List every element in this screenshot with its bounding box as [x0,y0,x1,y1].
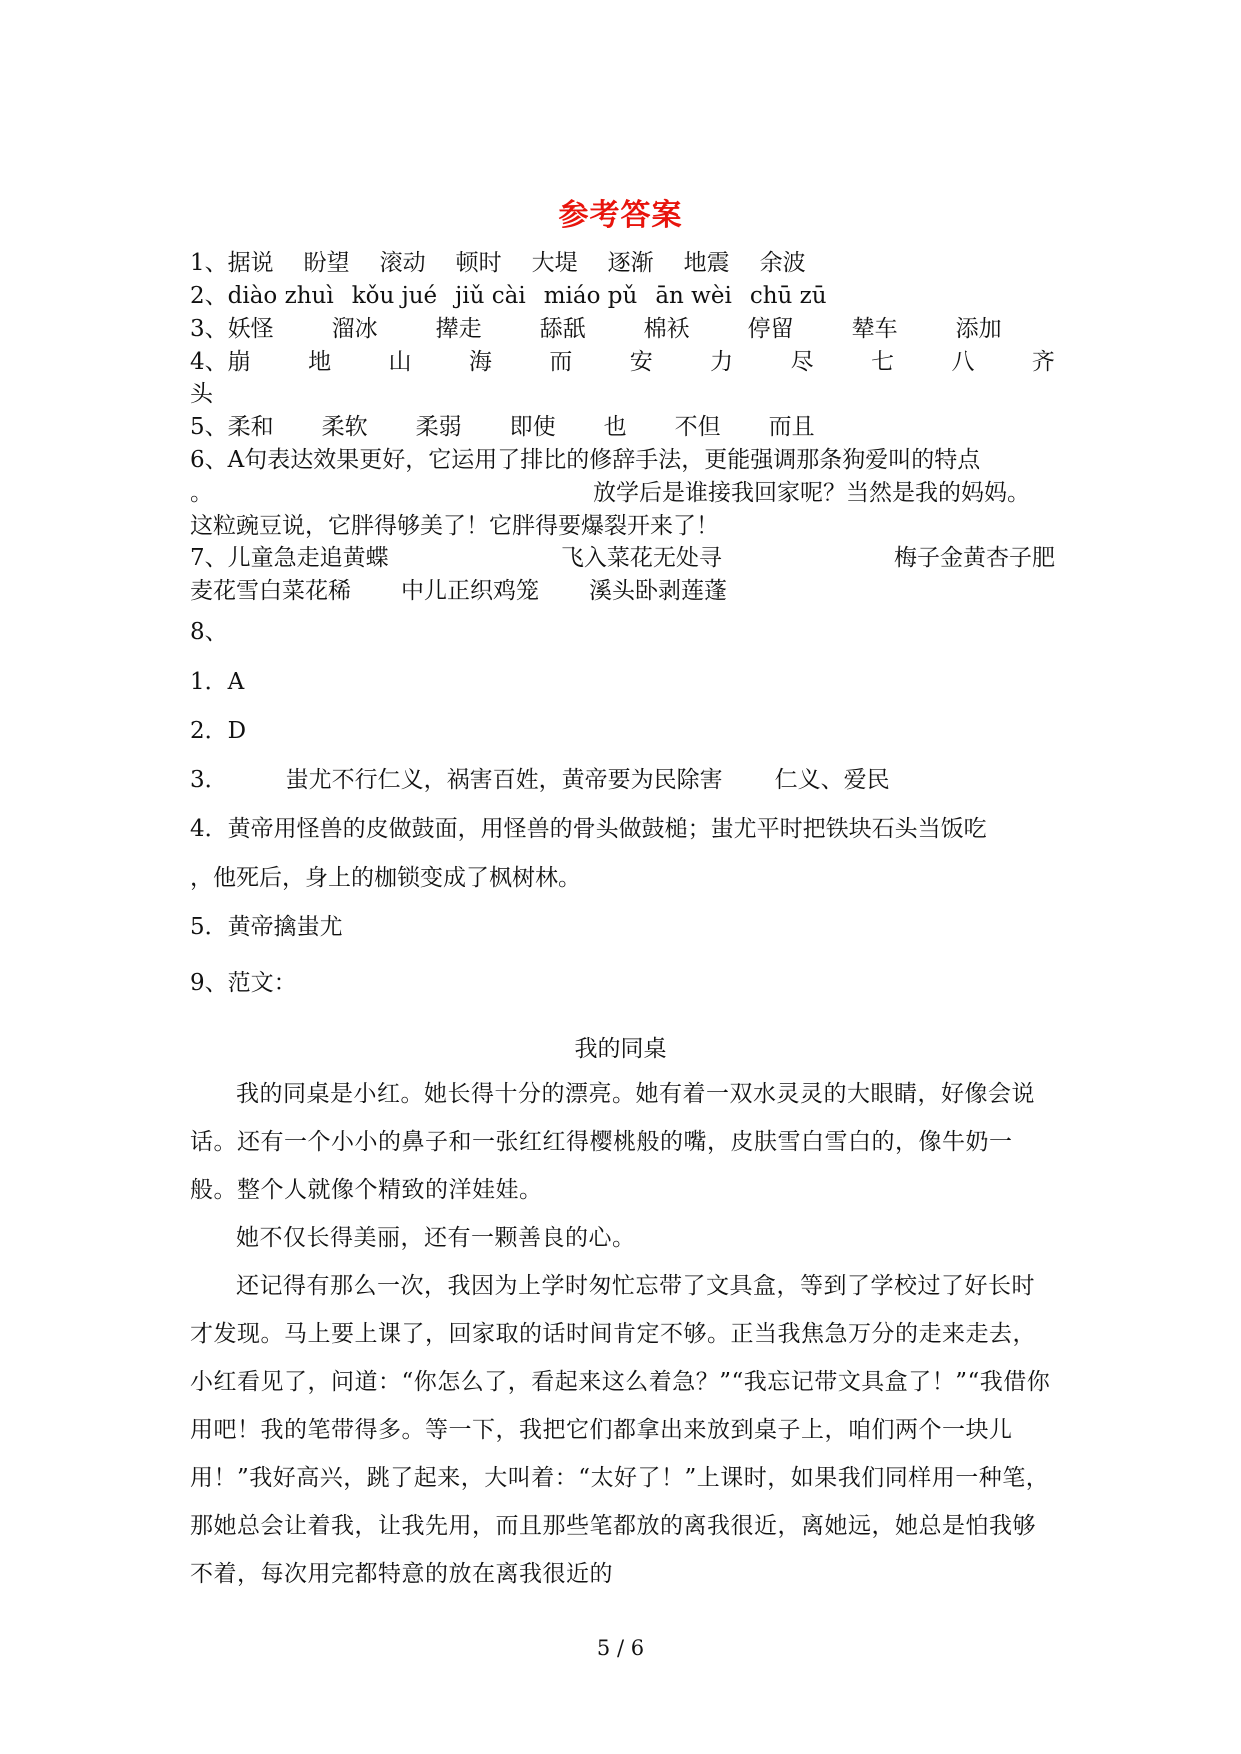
q2-item: chū zū [749,283,827,309]
q7-poem-1: 儿童急走追黄蝶 [227,545,389,571]
q5-line [190,411,1055,443]
q8-answer-3 [190,764,1055,796]
page-title: 参考答案 [558,198,683,233]
q4-item: 齐 [1031,349,1055,375]
q7-number: 7、 [190,545,228,571]
q1-item: 顿时 [455,250,502,276]
q7-poem-3: 梅子金黄杏子肥 [893,545,1055,571]
q2-line [190,280,1055,312]
q4-number: 4、 [190,349,228,375]
q3-item: 辇车 [851,316,898,342]
q8-answer-4-line2: ，他死后，身上的枷锁变成了枫树林。 [190,865,581,891]
q8-answer-5: 5．黄帝擒蚩尤 [190,914,343,940]
q8-answer-4-line1: 4．黄帝用怪兽的皮做鼓面，用怪兽的骨头做鼓槌；蚩尤平时把铁块石头当饭吃 [190,816,987,842]
q4-item: 地 [308,349,332,375]
q7-poem-4: 麦花雪白菜花稀 [190,578,351,604]
q2-item: miáo pǔ [543,283,638,309]
q5-item: 柔软 [321,414,368,440]
q4-item: 而 [549,349,573,375]
q1-item: 逐渐 [607,250,654,276]
q3-line [190,313,1055,345]
q1-item: 大堤 [531,250,578,276]
q2-item: kǒu jué [351,283,438,309]
q7-poem-2: 飞入菜花无处寻 [560,545,722,571]
q6-line2 [190,477,1055,509]
q3-item: 停留 [747,316,794,342]
q2-item: diào zhuì [227,283,334,309]
q3-item: 舔舐 [539,316,586,342]
q2-item: ān wèi [655,283,732,309]
q7-line1-a [190,542,389,574]
q4-item: 安 [629,349,653,375]
q5-item: 也 [603,414,627,440]
q1-words [228,250,806,276]
q3-item: 妖怪 [227,316,274,342]
essay-title: 我的同桌 [574,1036,667,1062]
q1-item: 据说 [227,250,274,276]
q4-item: 八 [951,349,975,375]
q4-line [190,346,1055,378]
q8-number: 8、 [190,619,228,645]
q5-item: 即使 [509,414,556,440]
page-number: 5 / 6 [596,1636,645,1660]
q8-answer-3-extra: 仁义、爱民 [774,767,890,793]
q4-wrap: 头 [190,381,213,407]
q8-answer-3-number: 3． [190,767,228,793]
q6-line1: 6、A句表达效果更好，它运用了排比的修辞手法，更能强调那条狗爱叫的特点 [190,447,981,473]
q8-answer-1: 1．A [190,669,245,695]
q4-first [190,346,251,378]
q1-item: 地震 [683,250,730,276]
q4-item: 海 [468,349,492,375]
q7-row2 [190,575,1055,607]
q2-item: jiǔ cài [455,283,526,309]
q6-period: 。 [190,480,213,506]
q3-words [228,316,1002,342]
q5-number: 5、 [190,414,228,440]
q3-item: 棉袄 [643,316,690,342]
q5-item: 柔和 [227,414,274,440]
q1-line [190,247,1055,279]
q6-sentence: 放学后是谁接我回家呢？当然是我的妈妈。 [593,480,1030,506]
q5-item: 而且 [768,414,815,440]
q4-item: 七 [871,349,895,375]
q5-item: 不但 [674,414,721,440]
q1-item: 余波 [759,250,806,276]
q3-item: 溜冰 [331,316,378,342]
q4-item: 崩 [227,349,251,375]
q4-item: 力 [710,349,734,375]
q2-number: 2、 [190,283,228,309]
q8-answer-2: 2．D [190,718,247,744]
q3-number: 3、 [190,316,228,342]
q7-poem-6: 溪头卧剥莲蓬 [589,578,727,604]
q4-item: 尽 [790,349,814,375]
q2-pinyin [228,283,827,309]
essay-paragraph-2: 她不仅长得美丽，还有一颗善良的心。 [236,1225,636,1251]
q7-row1 [190,542,1055,574]
q8-answer-3-text: 蚩尤不行仁义，祸害百姓，黄帝要为民除害 [285,767,723,793]
essay-paragraph-3: 还记得有那么一次，我因为上学时匆忙忘带了文具盒，等到了学校过了好长时才发现。马上要上课了，回家取的话时间肯定不够。正当我焦急万分的走来走去，小红看见了，问道：“你怎么了，看起来这么着急？”“我忘记带文具盒了！”“我借你用吧！我的笔带得多。等一下，我把它们都拿出来放到桌子上，咱们两个一块儿用！”我好高兴，跳了起来，大叫着：“太好了！”上课时，如果我们同样用一种笔，那她总会让着我，让我先用，而且那些笔都放的离我很近，离她远，她总是怕我够不着，每次用完都特意的放在离我很近的 [190,1273,1051,1587]
essay-paragraph-1: 我的同桌是小红。她长得十分的漂亮。她有着一双水灵灵的大眼睛，好像会说话。还有一个小小的鼻子和一张红红得樱桃般的嘴，皮肤雪白雪白的，像牛奶一般。整个人就像个精致的洋娃娃。 [190,1081,1035,1203]
q5-item: 柔弱 [415,414,462,440]
q1-item: 盼望 [303,250,350,276]
q5-words [228,414,815,440]
q7-poem-5: 中儿正织鸡笼 [401,578,539,604]
q6-line3: 这粒豌豆说，它胖得够美了！它胖得要爆裂开来了！ [190,513,719,539]
q9-label: 9、范文： [190,970,297,996]
q3-item: 添加 [955,316,1002,342]
q3-item: 撵走 [435,316,482,342]
q4-item: 山 [388,349,412,375]
q1-item: 滚动 [379,250,426,276]
q1-number: 1、 [190,250,228,276]
